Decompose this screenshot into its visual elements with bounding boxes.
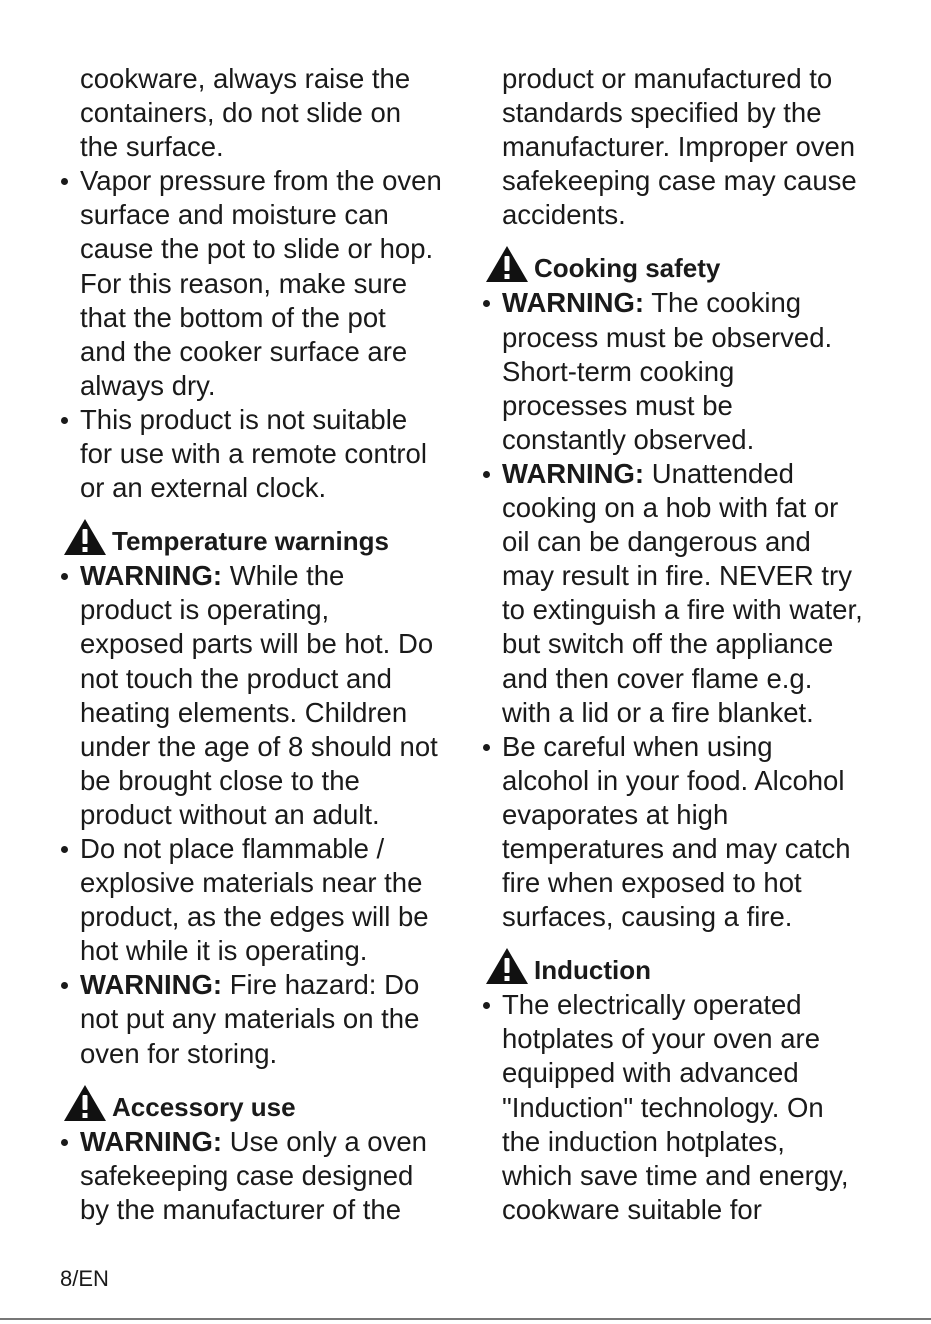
text-line: product, as the edges will be (80, 901, 429, 933)
text-line: fire when exposed to hot (502, 867, 802, 899)
text-line: process must be observed. (502, 321, 833, 353)
bullet-dot (483, 1002, 490, 1009)
bullet-safekeeping-case (58, 1125, 458, 1227)
right-column (480, 62, 900, 1227)
text-line: that the bottom of the pot (80, 301, 386, 333)
text-line: standards specified by the (502, 97, 822, 129)
text-line: equipped with advanced (502, 1057, 799, 1089)
text-line: exposed parts will be hot. Do (80, 628, 434, 660)
text-line: and then cover flame e.g. (502, 662, 813, 694)
text-line: product or manufactured to (502, 63, 833, 94)
text-line: "Induction" technology. On (502, 1091, 824, 1123)
text-line: evaporates at high (502, 798, 729, 830)
bullet-fire-hazard (58, 968, 458, 1070)
text-line: The electrically operated (502, 989, 802, 1021)
bullet-dot (61, 417, 68, 424)
bullet-dot (61, 982, 68, 989)
heading-text: Cooking safety (534, 253, 721, 284)
text-line: always dry. (80, 369, 216, 401)
text-line: surfaces, causing a fire. (502, 901, 793, 933)
text-line: not touch the product and (80, 662, 392, 694)
warning-triangle-icon (484, 946, 530, 986)
text-line: oven for storing. (80, 1037, 278, 1069)
text-line: which save time and energy, (502, 1159, 849, 1191)
text-line: or an external clock. (80, 472, 327, 504)
text-line: For this reason, make sure (80, 267, 408, 299)
text-line: but switch off the appliance (502, 628, 834, 660)
bullet-dot (61, 1139, 68, 1146)
bullet-dot (483, 744, 490, 751)
text-line: the induction hotplates, (502, 1125, 785, 1157)
page-number: 8/EN (60, 1266, 109, 1291)
text-line: be brought close to the (80, 764, 360, 796)
text-line: hotplates of your oven are (502, 1023, 820, 1055)
text-line: Be careful when using (502, 730, 773, 762)
warning-label: WARNING: (80, 560, 223, 592)
text-line: Do not place flammable / (80, 832, 385, 864)
text-line: constantly observed. (502, 423, 755, 455)
bullet-exposed-parts-hot (58, 559, 458, 832)
text-line: surface and moisture can (80, 199, 389, 231)
warning-triangle-icon (484, 244, 530, 284)
text-line: alcohol in your food. Alcohol (502, 764, 845, 796)
bullet-alcohol (480, 730, 900, 935)
bullet-dot (61, 846, 68, 853)
warning-label: WARNING: (80, 969, 223, 1001)
bullet-dot (61, 178, 68, 185)
text-line: with a lid or a fire blanket. (502, 696, 814, 728)
text-line: While the (229, 560, 345, 592)
text-line: hot while it is operating. (80, 935, 368, 967)
heading-text: Accessory use (112, 1091, 296, 1122)
section-heading-induction (480, 952, 900, 986)
text-line: This product is not suitable (80, 403, 408, 435)
warning-triangle-icon (62, 1083, 108, 1123)
heading-text: Induction (534, 955, 651, 986)
text-line: product is operating, (80, 594, 330, 626)
text-line: Short-term cooking (502, 355, 735, 387)
text-line: The cooking (651, 287, 802, 319)
text-line: to extinguish a fire with water, (502, 594, 863, 626)
text-line: temperatures and may catch (502, 832, 851, 864)
text-line: manufacturer. Improper oven (502, 131, 856, 163)
text-line: not put any materials on the (80, 1003, 420, 1035)
text-line: containers, do not slide on (80, 97, 402, 129)
warning-label: WARNING: (502, 287, 645, 319)
text-line: and the cooker surface are (80, 335, 408, 367)
bullet-dot (61, 573, 68, 580)
right-intro-text (480, 62, 900, 232)
bullet-induction-hotplates (480, 988, 900, 1227)
bullet-cooking-observed (480, 286, 900, 456)
warning-label: WARNING: (80, 1125, 223, 1157)
text-line: accidents. (502, 199, 626, 231)
text-line: safekeeping case designed (80, 1159, 414, 1191)
section-heading-accessory (58, 1089, 458, 1123)
text-line: safekeeping case may cause (502, 165, 857, 197)
text-line: processes must be (502, 389, 733, 421)
text-line: Vapor pressure from the oven (80, 165, 442, 197)
text-line: cookware suitable for (502, 1193, 762, 1225)
bullet-dot (483, 471, 490, 478)
heading-text: Temperature warnings (112, 526, 389, 557)
text-line: by the manufacturer of the (80, 1193, 402, 1225)
warning-label: WARNING: (502, 457, 645, 489)
text-line: may result in fire. NEVER try (502, 560, 852, 592)
bullet-flammable-materials (58, 832, 458, 968)
section-heading-cooking-safety (480, 250, 900, 284)
text-line: explosive materials near the (80, 867, 423, 899)
left-column (58, 62, 458, 1227)
text-line: product without an adult. (80, 798, 380, 830)
text-line: under the age of 8 should not (80, 730, 438, 762)
bullet-unattended-cooking (480, 457, 900, 730)
text-line: Fire hazard: Do (229, 969, 420, 1001)
text-line: oil can be dangerous and (502, 526, 811, 558)
text-line: Use only a oven (229, 1125, 427, 1157)
warning-triangle-icon (62, 517, 108, 557)
bullet-dot (483, 300, 490, 307)
bullet-remote-control (58, 403, 458, 505)
left-intro-text (58, 62, 458, 164)
text-line: for use with a remote control (80, 438, 427, 470)
bottom-divider (0, 1318, 931, 1320)
text-line: heating elements. Children (80, 696, 408, 728)
text-line: cookware, always raise the (80, 63, 411, 94)
text-line: the surface. (80, 131, 224, 163)
text-line: cause the pot to slide or hop. (80, 233, 434, 265)
section-heading-temperature (58, 523, 458, 557)
bullet-vapor-pressure (58, 164, 458, 403)
text-line: Unattended (651, 457, 794, 489)
text-line: cooking on a hob with fat or (502, 492, 839, 524)
